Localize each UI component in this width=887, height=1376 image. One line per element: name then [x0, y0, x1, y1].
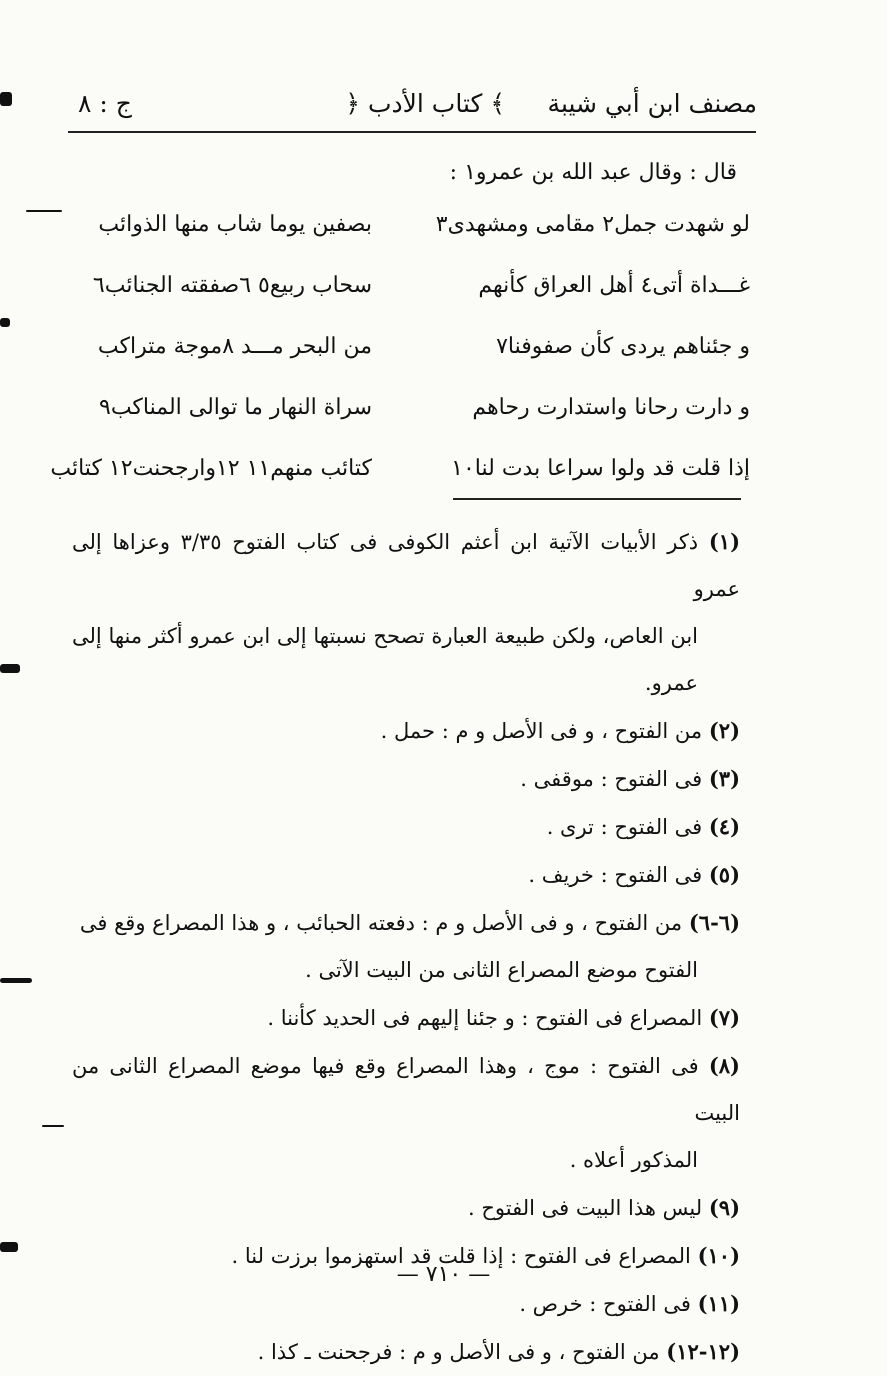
scan-mark — [26, 210, 62, 212]
footnote — [72, 803, 740, 851]
footnote-number: (٣) — [708, 766, 740, 791]
footnote-number: (٤) — [708, 814, 740, 839]
scan-mark — [0, 1242, 18, 1252]
footnote-number: (١٠) — [697, 1243, 740, 1268]
footnote — [72, 518, 740, 707]
footnote-number: (٧) — [708, 1005, 740, 1030]
footnote-text: فى الفتوح : ترى . — [546, 815, 703, 839]
footnote-number: (٩) — [708, 1195, 740, 1220]
running-head-book-title: مصنف ابن أبي شيبة — [547, 89, 757, 118]
footnote — [72, 1042, 740, 1184]
verse-first-hemistich: إذا قلت قد ولوا سراعا بدت لنا١٠ — [451, 456, 750, 481]
footnote-text: فى الفتوح : خرص . — [519, 1292, 691, 1316]
verse-first-hemistich: لو شهدت جمل٢ مقامى ومشهدى٣ — [435, 212, 750, 237]
footnote-text: المصراع فى الفتوح : و جئنا إليهم فى الحديد كأننا . — [267, 1006, 703, 1030]
verse-row — [50, 449, 750, 510]
verse-second-hemistich: بصفين يوما شاب منها الذوائب — [98, 212, 372, 237]
verse-row — [60, 205, 750, 266]
footnotes — [72, 518, 740, 1376]
scan-mark — [0, 664, 20, 673]
running-head-chapter: ﴿ كتاب الأدب ﴾ — [345, 89, 505, 118]
footnote — [72, 755, 740, 803]
scan-mark — [0, 318, 10, 327]
footnote — [72, 1280, 740, 1328]
footnote — [72, 899, 740, 994]
verse-first-hemistich: و جئناهم يردى كأن صفوفنا٧ — [496, 334, 750, 359]
verse-row — [60, 327, 750, 388]
verse-second-hemistich: سراة النهار ما توالى المناكب٩ — [98, 395, 372, 420]
page-number: — ٧١٠ — — [396, 1262, 491, 1287]
poem-verses — [50, 205, 750, 510]
footnote — [72, 1328, 740, 1376]
footnote-text: من الفتوح ، و فى الأصل و م : دفعته الحبائب ، و هذا المصراع وقع فى — [79, 911, 683, 935]
footnote-text-continued: ابن العاص، ولكن طبيعة العبارة تصحح نسبتها إلى ابن عمرو أكثر منها إلى عمرو. — [72, 624, 698, 695]
footnote-text: ذكر الأبيات الآتية ابن أعثم الكوفى فى كتاب الفتوح ٣/٣٥ وعزاها إلى عمرو — [72, 530, 740, 601]
verse-row — [60, 266, 750, 327]
scan-mark — [0, 978, 32, 983]
footnote-text: ليس هذا البيت فى الفتوح . — [467, 1196, 703, 1220]
footnote — [72, 1184, 740, 1232]
footnote-number: (٢) — [708, 718, 740, 743]
scan-mark — [42, 1125, 64, 1127]
footnote-number: (٥) — [708, 862, 740, 887]
verse-first-hemistich: غـــداة أتى٤ أهل العراق كأنهم — [478, 273, 750, 298]
footnote — [72, 851, 740, 899]
footnote — [72, 707, 740, 755]
footnote-text: فى الفتوح : موقفى . — [520, 767, 703, 791]
header-rule — [68, 131, 756, 133]
footnote-separator — [453, 498, 741, 500]
footnote-text: المصراع فى الفتوح : إذا قلت قد استهزموا برزت لنا . — [231, 1244, 691, 1268]
verse-second-hemistich: سحاب ربيع٥ ٦صفقته الجنائب٦ — [92, 273, 372, 298]
footnote-text: فى الفتوح : خريف . — [528, 863, 703, 887]
footnote-number: (٨) — [708, 1053, 740, 1078]
footnote — [72, 994, 740, 1042]
footnote-text-continued: الفتوح موضع المصراع الثانى من البيت الآتى . — [305, 958, 698, 982]
footnote-text: فى الفتوح : موج ، وهذا المصراع وقع فيها موضع المصراع الثانى من البيت — [72, 1054, 740, 1125]
footnote-number: (١) — [708, 529, 740, 554]
footnote-text-continued: المذكور أعلاه . — [569, 1148, 698, 1172]
footnote-number: (١٢-١٢) — [666, 1339, 740, 1364]
footnote-number: (١١) — [697, 1291, 740, 1316]
running-head-volume: ج : ٨ — [78, 89, 132, 118]
verse-second-hemistich: كتائب منهم١١ ١٢وارجحنت١٢ كتائب — [50, 456, 372, 481]
footnote-text: من الفتوح ، و فى الأصل و م : حمل . — [380, 719, 703, 743]
intro-line: قال : وقال عبد الله بن عمرو١ : — [449, 160, 737, 185]
footnote-text: من الفتوح ، و فى الأصل و م : فرجحنت ـ كذا . — [257, 1340, 660, 1364]
scan-mark — [0, 92, 12, 106]
verse-second-hemistich: من البحر مـــد ٨موجة متراكب — [97, 334, 372, 359]
verse-first-hemistich: و دارت رحانا واستدارت رحاهم — [472, 395, 750, 420]
verse-row — [60, 388, 750, 449]
footnote-number: (٦-٦) — [688, 910, 740, 935]
